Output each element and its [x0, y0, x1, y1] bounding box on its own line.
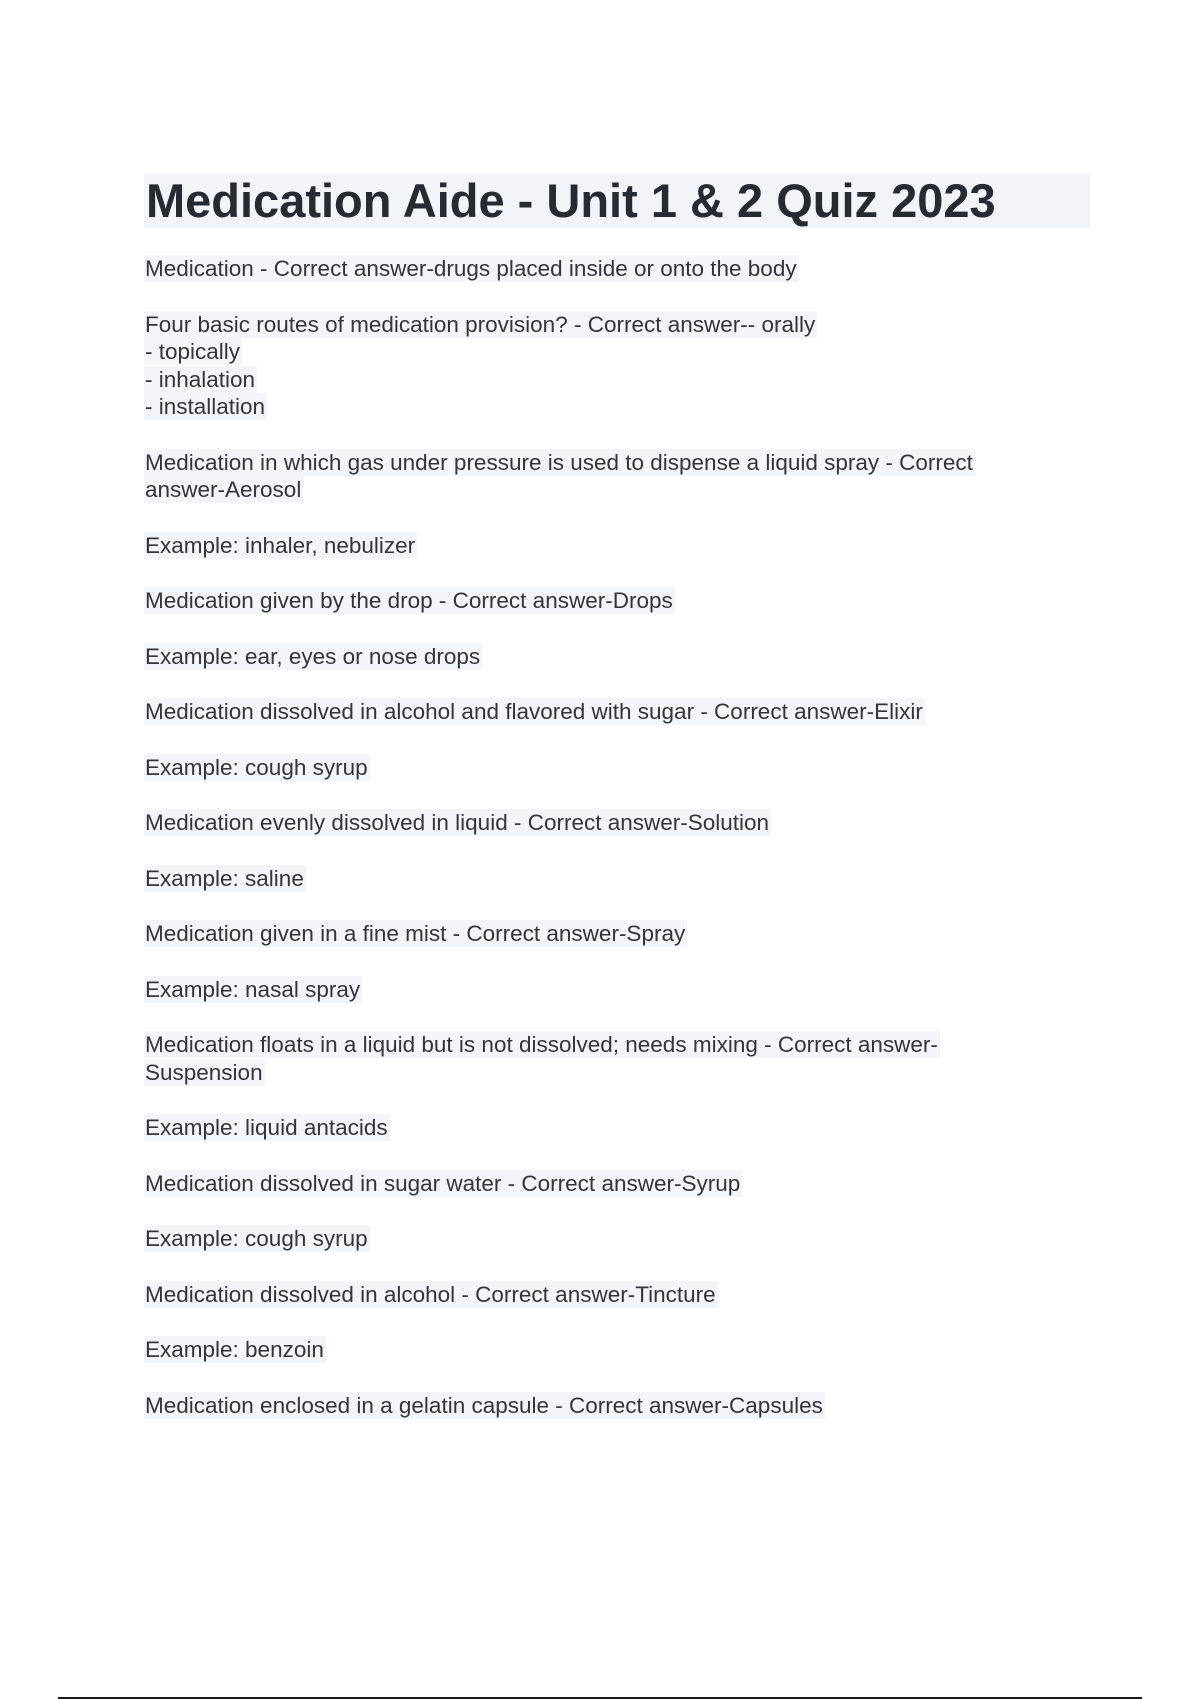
- qa-entry: [144, 587, 1044, 615]
- qa-entry: [144, 255, 1044, 283]
- qa-entry: [144, 865, 1044, 893]
- qa-entry-line: [144, 754, 1044, 782]
- qa-entry-text: Medication dissolved in alcohol and flavored with sugar - Correct answer-Elixir: [145, 699, 923, 724]
- qa-entry: [144, 643, 1044, 671]
- qa-entry-line: [144, 311, 1044, 339]
- qa-entry-line: [144, 449, 1044, 477]
- qa-entry-line: [144, 1336, 1044, 1364]
- qa-entry-line: [144, 1170, 1044, 1198]
- qa-entry: [144, 1170, 1044, 1198]
- qa-entry-text: Example: benzoin: [145, 1337, 324, 1362]
- qa-entry-text: Medication dissolved in sugar water - Correct answer-Syrup: [145, 1170, 741, 1196]
- qa-entry-line: [144, 393, 1044, 421]
- qa-entry-text: Example: ear, eyes or nose drops: [145, 643, 481, 669]
- qa-entry: [144, 1281, 1044, 1309]
- qa-entry-line: [144, 1281, 1044, 1309]
- page-bottom-rule: [58, 1697, 1142, 1699]
- qa-entry-text: Medication given in a fine mist - Correct answer-Spray: [145, 921, 686, 946]
- qa-entry-line: [144, 809, 1044, 837]
- qa-entry-text: - topically: [145, 339, 241, 364]
- qa-entry-line: [144, 1114, 1044, 1142]
- qa-entry-text: Example: saline: [145, 865, 304, 891]
- qa-entry: [144, 809, 1044, 837]
- qa-entry-text: - installation: [145, 394, 266, 419]
- qa-list: [144, 255, 1044, 1447]
- qa-entry-line: [144, 255, 1044, 283]
- page-title: Medication Aide - Unit 1 & 2 Quiz 2023: [146, 174, 996, 227]
- qa-entry: [144, 1392, 1044, 1420]
- qa-entry-line: [144, 976, 1044, 1004]
- qa-entry-line: [144, 532, 1044, 560]
- qa-entry-text: - inhalation: [145, 366, 256, 392]
- qa-entry-line: [144, 1031, 1044, 1059]
- qa-entry-text: Four basic routes of medication provision? - Correct answer-- orally: [145, 311, 816, 337]
- qa-entry: [144, 1031, 1044, 1086]
- qa-entry-line: [144, 1392, 1044, 1420]
- qa-entry-text: Medication evenly dissolved in liquid - Correct answer-Solution: [145, 810, 770, 835]
- qa-entry-line: [144, 338, 1044, 366]
- qa-entry-line: [144, 476, 1044, 504]
- qa-entry-text: Example: liquid antacids: [145, 1115, 388, 1140]
- title-block: [144, 174, 1090, 228]
- qa-entry-text: Medication floats in a liquid but is not dissolved; needs mixing - Correct answer-: [145, 1032, 938, 1057]
- qa-entry-text: Medication - Correct answer-drugs placed inside or onto the body: [145, 256, 797, 281]
- qa-entry-line: [144, 643, 1044, 671]
- qa-entry-line: [144, 1225, 1044, 1253]
- qa-entry: [144, 976, 1044, 1004]
- qa-entry: [144, 1225, 1044, 1253]
- qa-entry-line: [144, 1059, 1044, 1087]
- qa-entry-text: answer-Aerosol: [145, 477, 302, 502]
- qa-entry-text: Medication dissolved in alcohol - Correct answer-Tincture: [145, 1281, 716, 1307]
- qa-entry-text: Example: cough syrup: [145, 754, 368, 780]
- qa-entry-text: Medication enclosed in a gelatin capsule - Correct answer-Capsules: [145, 1392, 823, 1418]
- qa-entry: [144, 754, 1044, 782]
- qa-entry-line: [144, 587, 1044, 615]
- qa-entry: [144, 532, 1044, 560]
- qa-entry: [144, 920, 1044, 948]
- qa-entry-text: Medication given by the drop - Correct answer-Drops: [145, 588, 673, 613]
- qa-entry-line: [144, 865, 1044, 893]
- qa-entry: [144, 1336, 1044, 1364]
- qa-entry-text: Medication in which gas under pressure is used to dispense a liquid spray - Correct: [145, 449, 973, 475]
- qa-entry: [144, 698, 1044, 726]
- qa-entry-text: Example: nasal spray: [145, 976, 361, 1002]
- qa-entry-line: [144, 920, 1044, 948]
- qa-entry: [144, 449, 1044, 504]
- qa-entry-line: [144, 366, 1044, 394]
- qa-entry: [144, 311, 1044, 421]
- qa-entry-line: [144, 698, 1044, 726]
- qa-entry: [144, 1114, 1044, 1142]
- qa-entry-text: Suspension: [145, 1059, 263, 1085]
- qa-entry-text: Example: cough syrup: [145, 1226, 368, 1251]
- qa-entry-text: Example: inhaler, nebulizer: [145, 532, 416, 558]
